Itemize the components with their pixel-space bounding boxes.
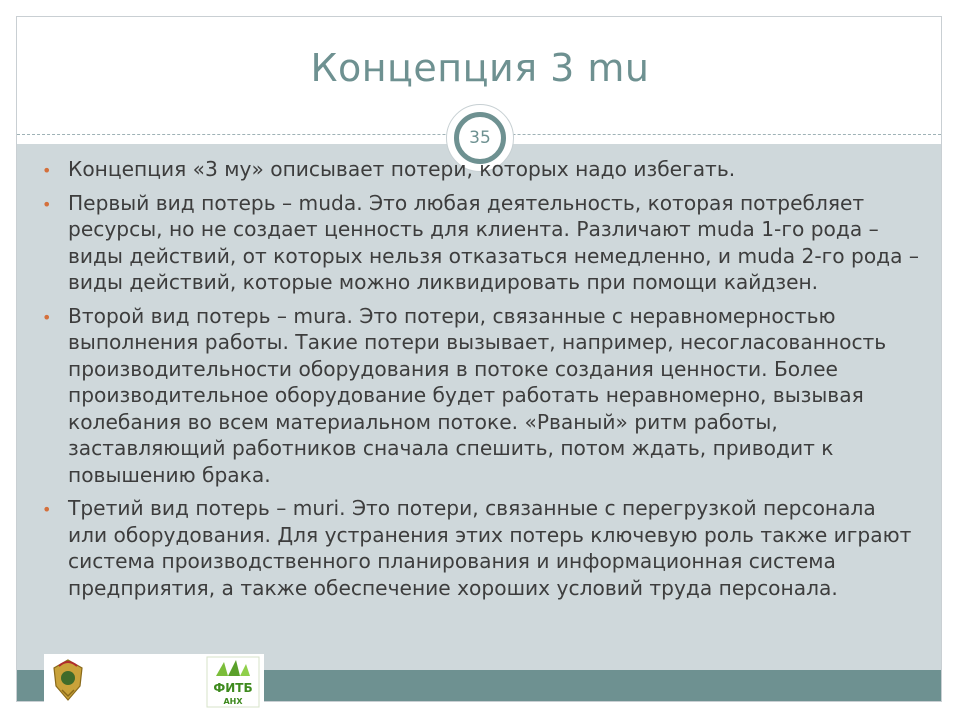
logo-text: ФИТБ — [213, 681, 253, 695]
bullet-dot-icon: • — [42, 161, 52, 180]
bullet-item — [40, 156, 920, 183]
bullet-list — [40, 156, 920, 608]
bullet-item — [40, 190, 920, 296]
bullet-item — [40, 495, 920, 601]
page-number: 35 — [454, 112, 506, 164]
bullet-text: Концепция «3 му» описывает потери, которых надо избегать. — [68, 157, 736, 181]
bullet-text: Первый вид потерь – muda. Это любая деятельность, которая потребляет ресурсы, но не создает ценность для клиента. Различают muda 1-го рода – виды действий, от которых нельзя отказаться немедленно, и muda 2-го рода – виды действий, которые можно ликвидировать при помощи кайдзен. — [68, 190, 920, 294]
bullet-item — [40, 303, 920, 489]
bullet-text: Третий вид потерь – muri. Это потери, связанные с перегрузкой персонала или оборудования. Для устранения этих потерь ключевую роль также играют система производственного планирования и информационная система предприятия, а также обеспечение хороших условий труда персонала. — [68, 496, 912, 600]
bullet-dot-icon: • — [42, 500, 52, 519]
emblem-logo-icon — [48, 656, 88, 704]
institute-logo-icon — [206, 656, 260, 708]
bullet-text: Второй вид потерь – mura. Это потери, связанные с неравномерностью выполнения работы. Такие потери вызывает, например, несогласованность производительности оборудования в потоке создания ценности. Более производительное оборудование будет работать неравномерно, вызывая колебания во всем материальном потоке. «Рваный» ритм работы, заставляющий работников сначала спешить, потом ждать, приводит к повышению брака. — [68, 303, 887, 487]
logo-subtext: АНХ — [223, 697, 243, 706]
bullet-dot-icon: • — [42, 194, 52, 214]
slide-title: Концепция 3 mu — [310, 46, 650, 90]
bullet-dot-icon: • — [42, 307, 52, 327]
